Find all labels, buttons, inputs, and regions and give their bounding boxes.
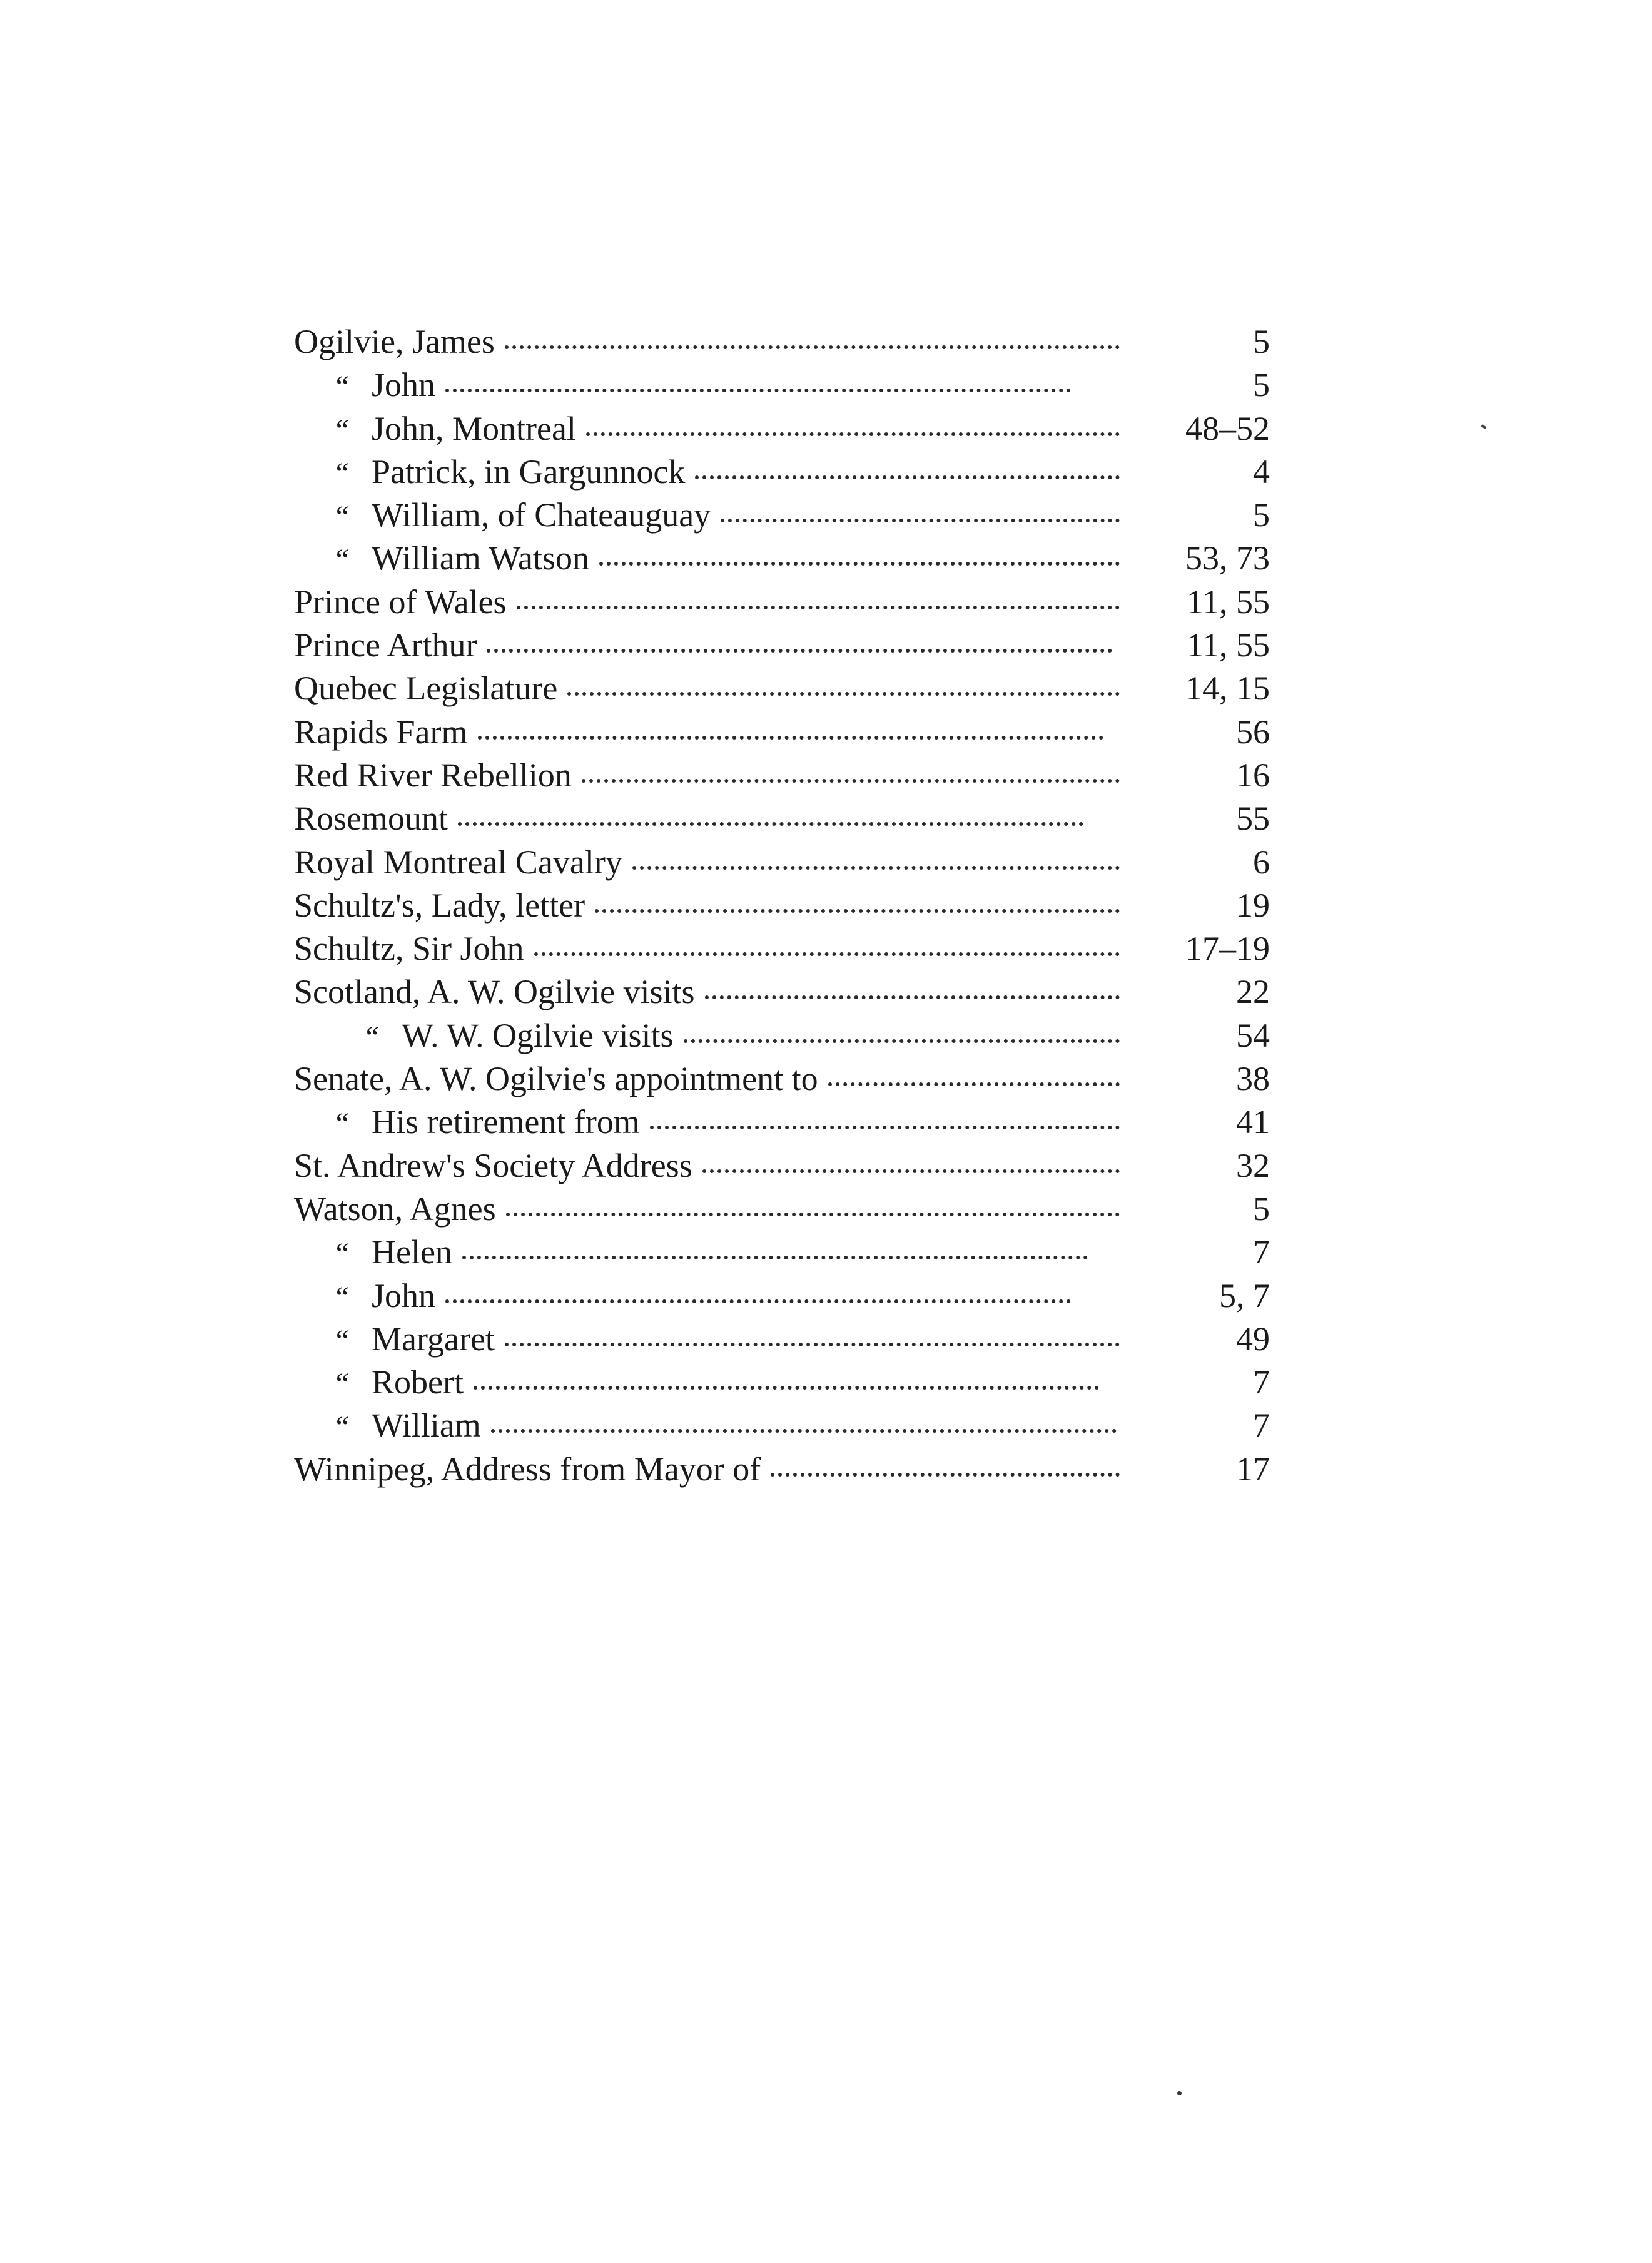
ditto-mark: “ [333,500,350,534]
index-entry [294,537,1270,580]
index-entry-text [294,754,1126,797]
index-entry-pages: 11, 55 [1187,582,1270,621]
dot-leader [478,730,1103,740]
index-entry [294,711,1270,754]
index-list [294,320,1270,1491]
index-entry [294,450,1270,494]
index-entry-label: John [372,366,436,404]
index-entry-text [294,1101,1126,1145]
index-entry-text [294,667,1126,710]
dot-leader [599,556,1120,566]
dot-leader [586,426,1120,436]
index-entry-text [294,450,1126,495]
ditto-mark: “ [333,543,350,577]
index-entry [294,841,1270,884]
index-entry [294,927,1270,970]
index-entry [294,494,1270,537]
dot-leader [695,469,1120,479]
index-entry-label: Watson, Agnes [294,1189,496,1228]
dot-leader [705,989,1120,999]
index-entry-text [294,537,1126,581]
index-entry-pages: 32 [1236,1146,1270,1184]
ditto-mark: “ [333,1107,350,1141]
index-entry-label: Schultz, Sir John [294,930,524,968]
index-entry-label: Red River Rebellion [294,756,572,794]
dot-leader [632,860,1120,870]
ditto-mark: “ [333,1237,350,1271]
dot-leader [487,643,1112,653]
ditto-mark: “ [333,370,350,404]
index-entry-label: William, of Chateauguay [372,496,711,534]
index-entry-label: John [372,1276,436,1315]
dot-leader [491,1423,1117,1433]
dot-leader [458,816,1083,826]
index-entry [294,581,1270,624]
index-entry-text [294,364,1126,408]
index-entry-text [294,1057,1126,1101]
index-entry-label: William Watson [372,539,589,577]
index-entry-pages: 56 [1236,713,1270,751]
index-entry-text [294,1187,1126,1231]
index-entry [294,754,1270,797]
index-entry-label: Winnipeg, Address from Mayor of [294,1450,761,1488]
index-entry-label: Ogilvie, James [294,323,495,360]
dot-leader [506,1206,1120,1216]
index-entry-text [294,1274,1126,1319]
index-entry-text [294,1361,1126,1405]
dot-leader [445,382,1071,392]
index-entry-pages: 48–52 [1185,409,1270,447]
ditto-mark: “ [333,456,350,490]
index-entry [294,884,1270,927]
index-entry-pages: 11, 55 [1187,626,1270,664]
index-entry-label: Senate, A. W. Ogilvie's appointment to [294,1060,818,1098]
ditto-mark: “ [333,413,350,447]
index-entry-pages: 19 [1236,886,1270,924]
index-entry-pages: 5, 7 [1219,1276,1270,1315]
ditto-mark: “ [333,1280,350,1314]
dot-leader [505,1336,1120,1346]
index-entry [294,1057,1270,1101]
index-entry [294,1361,1270,1404]
index-entry-text [294,1144,1126,1187]
index-entry-pages: 5 [1253,1189,1270,1228]
index-entry [294,667,1270,710]
index-entry-label: John, Montreal [372,409,576,447]
index-entry-label: Quebec Legislature [294,669,558,708]
ditto-mark: “ [363,1020,380,1054]
dot-leader [650,1119,1120,1129]
ditto-mark: “ [333,1323,350,1357]
index-entry-label: Schultz's, Lady, letter [294,886,585,924]
index-entry-text [294,1448,1126,1491]
dot-leader [771,1467,1120,1477]
dot-leader [534,946,1120,956]
index-entry [294,407,1270,450]
index-entry-label: Rosemount [294,800,448,838]
index-entry-text [294,581,1126,624]
dot-leader [582,773,1120,783]
index-entry-pages: 38 [1236,1060,1270,1098]
dot-leader [828,1076,1120,1086]
index-entry-label: William [372,1406,481,1445]
index-entry-text [294,494,1126,538]
index-entry-pages: 7 [1253,1406,1270,1445]
index-entry [294,1318,1270,1361]
index-entry-label: Margaret [372,1320,495,1358]
index-entry-text [294,797,1126,840]
index-entry-text [294,970,1126,1014]
index-entry [294,1448,1270,1491]
index-entry-pages: 54 [1236,1016,1270,1054]
dot-leader [474,1380,1099,1390]
dot-leader [684,1033,1120,1043]
dot-leader [505,339,1120,349]
index-entry-text [294,1318,1126,1362]
index-entry [294,320,1270,364]
index-entry-text [294,841,1126,884]
index-entry-label: Helen [372,1233,452,1271]
index-entry-text [294,624,1126,667]
dot-leader [567,686,1120,696]
dot-leader [517,599,1120,609]
index-entry-pages: 49 [1236,1320,1270,1358]
index-entry-label: Scotland, A. W. Ogilvie visits [294,973,695,1011]
index-entry-text [294,1014,1126,1059]
dot-leader [595,903,1120,913]
index-entry-text [294,927,1126,970]
dot-leader [721,512,1120,522]
index-entry-label: His retirement from [372,1103,640,1141]
index-entry-pages: 4 [1253,452,1270,491]
index-entry-label: Rapids Farm [294,713,468,751]
index-entry-pages: 14, 15 [1185,669,1270,708]
dot-leader [462,1249,1088,1259]
index-entry [294,1404,1270,1447]
dot-leader [702,1163,1120,1173]
index-entry-pages: 22 [1236,973,1270,1011]
index-entry-text [294,711,1126,754]
ditto-mark: “ [333,1410,350,1444]
index-entry-text [294,407,1126,452]
index-entry-text [294,884,1126,927]
index-entry-pages: 55 [1236,800,1270,838]
index-entry-label: St. Andrew's Society Address [294,1146,692,1184]
index-entry-pages: 17–19 [1185,930,1270,968]
index-entry-text [294,320,1126,364]
index-entry-label: Robert [372,1363,464,1401]
index-entry [294,970,1270,1014]
index-entry-label: Prince of Wales [294,582,507,621]
index-entry-text [294,1231,1126,1275]
index-entry-pages: 17 [1236,1450,1270,1488]
index-entry-label: Prince Arthur [294,626,477,664]
index-entry-pages: 53, 73 [1185,539,1270,577]
index-entry [294,797,1270,840]
ditto-mark: “ [333,1367,350,1401]
dot-leader [445,1293,1071,1303]
index-entry [294,364,1270,407]
index-entry [294,1274,1270,1318]
index-entry-pages: 7 [1253,1233,1270,1271]
index-entry-pages: 5 [1253,496,1270,534]
index-entry-pages: 7 [1253,1363,1270,1401]
index-entry [294,1014,1270,1057]
index-entry [294,1231,1270,1274]
index-entry [294,1187,1270,1231]
index-entry [294,624,1270,667]
index-entry [294,1101,1270,1144]
index-entry [294,1144,1270,1187]
index-entry-label: Royal Montreal Cavalry [294,843,622,881]
index-entry-pages: 41 [1236,1103,1270,1141]
index-entry-pages: 6 [1253,843,1270,881]
index-entry-pages: 5 [1253,366,1270,404]
index-entry-label: W. W. Ogilvie visits [402,1016,674,1054]
index-entry-label: Patrick, in Gargunnock [372,452,686,491]
index-entry-text [294,1404,1126,1448]
index-entry-pages: 5 [1253,323,1270,360]
index-entry-pages: 16 [1236,756,1270,794]
stray-dot [1177,2091,1182,2095]
stray-mark [1481,424,1487,429]
